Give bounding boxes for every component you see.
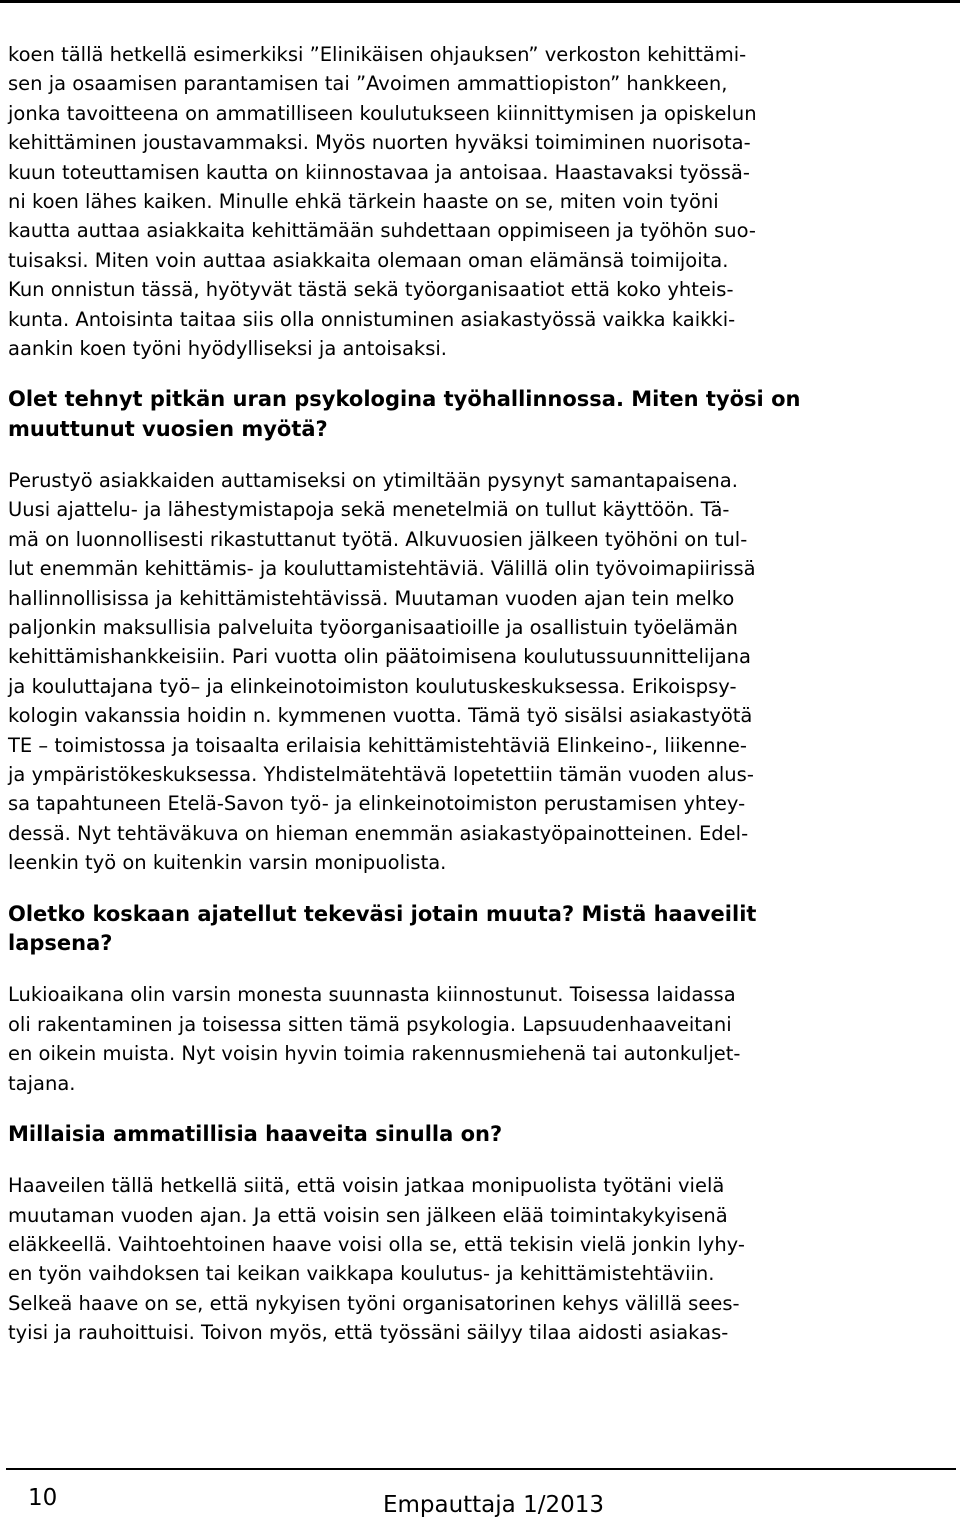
text-line: Perustyö asiakkaiden auttamiseksi on ytimiltään pysynyt samantapaisena. [8, 469, 738, 493]
text-line: Millaisia ammatillisia haaveita sinulla on? [8, 1121, 503, 1146]
text-line: tyisi ja rauhoittuisi. Toivon myös, että työssäni säilyy tilaa aidosti asiakas- [8, 1321, 729, 1345]
text-line: tuisaksi. Miten voin auttaa asiakkaita olemaan oman elämänsä toimijoita. [8, 248, 729, 272]
text-line: muutaman vuoden ajan. Ja että voisin sen jälkeen elää toimintakykyisenä [8, 1203, 728, 1227]
answer-paragraph [8, 1171, 952, 1347]
text-line: sa tapahtuneen Etelä-Savon työ- ja elinkeinotoimiston perustamisen yhtey- [8, 792, 746, 816]
text-line: ja ympäristökeskuksessa. Yhdistelmätehtävä lopetettiin tämän vuoden alus- [8, 762, 754, 786]
text-line: hallinnollisissa ja kehittämistehtävissä. Muutaman vuoden ajan tein melko [8, 586, 735, 610]
page-number: 10 [28, 1485, 58, 1511]
text-line: muuttunut vuosien myötä? [8, 416, 328, 441]
text-line: ni koen lähes kaiken. Minulle ehkä tärkein haaste on se, miten voin työni [8, 189, 719, 213]
text-line: koen tällä hetkellä esimerkiksi ”Elinikäisen ohjauksen” verkoston kehittämi- [8, 43, 747, 66]
text-line: tajana. [8, 1071, 76, 1095]
text-line: eläkkeellä. Vaihtoehtoinen haave voisi olla se, että tekisin vielä jonkin lyhy- [8, 1233, 745, 1257]
text-line: Olet tehnyt pitkän uran psykologina työhallinnossa. Miten työsi on [8, 387, 801, 412]
text-line: Haaveilen tällä hetkellä siitä, että voisin jatkaa monipuolista työtäni vielä [8, 1174, 725, 1198]
text-line: Uusi ajattelu- ja lähestymistapoja sekä menetelmiä on tullut käyttöön. Tä- [8, 498, 730, 522]
text-line: ja kouluttajana työ– ja elinkeinotoimiston koulutuskeskuksessa. Erikoispsy- [8, 674, 737, 698]
block-spacer [8, 958, 952, 980]
text-line: dessä. Nyt tehtäväkuva on hieman enemmän asiakastyöpainotteinen. Edel- [8, 821, 749, 845]
text-line: mä on luonnollisesti rikastuttanut työtä. Alkuvuosien jälkeen työhöni on tul- [8, 527, 748, 551]
text-line: kehittäminen joustavammaksi. Myös nuorten hyväksi toimiminen nuorisota- [8, 131, 751, 155]
text-line: lapsena? [8, 930, 113, 955]
block-spacer [8, 878, 952, 900]
text-line: leenkin työ on kuitenkin varsin monipuolista. [8, 851, 447, 875]
question-heading [8, 385, 952, 444]
text-line: paljonkin maksullisia palveluita työorganisaatioille ja osallistuin työelämän [8, 616, 738, 640]
answer-paragraph [8, 40, 952, 363]
text-line: Lukioaikana olin varsin monesta suunnasta kiinnostunut. Toisessa laidassa [8, 983, 736, 1007]
answer-paragraph [8, 980, 952, 1098]
text-line: oli rakentaminen ja toisessa sitten tämä psykologia. Lapsuudenhaaveitani [8, 1012, 732, 1036]
block-spacer [8, 444, 952, 466]
text-line: kautta auttaa asiakkaita kehittämään suhdettaan oppimiseen ja työhön suo- [8, 219, 756, 243]
block-spacer [8, 1149, 952, 1171]
text-line: kologin vakanssia hoidin n. kymmenen vuotta. Tämä työ sisälsi asiakastyötä [8, 704, 753, 728]
text-line: jonka tavoitteena on ammatilliseen koulutukseen kiinnittymisen ja opiskelun [8, 101, 757, 125]
question-heading [8, 1120, 952, 1149]
top-rule [0, 0, 960, 3]
text-line: kunta. Antoisinta taitaa siis olla onnistuminen asiakastyössä vaikka kaikki- [8, 307, 736, 331]
text-line: lut enemmän kehittämis- ja kouluttamistehtäviä. Välillä olin työvoimapiirissä [8, 557, 756, 581]
text-line: sen ja osaamisen parantamisen tai ”Avoimen ammattiopiston” hankkeen, [8, 72, 728, 96]
publication-name: Empauttaja 1/2013 [382, 1492, 604, 1518]
text-line: kuun toteuttamisen kautta on kiinnostavaa ja antoisaa. Haastavaksi työssä- [8, 160, 750, 184]
text-line: kehittämishankkeisiin. Pari vuotta olin päätoimisena koulutussuunnittelijana [8, 645, 751, 669]
question-heading [8, 900, 952, 959]
text-line: TE – toimistossa ja toisaalta erilaisia kehittämistehtäviä Elinkeino-, liikenne- [8, 733, 747, 757]
block-spacer [8, 1098, 952, 1120]
block-spacer [8, 363, 952, 385]
text-line: en työn vaihdoksen tai keikan vaikkapa koulutus- ja kehittämistehtäviin. [8, 1262, 715, 1286]
footer-rule [6, 1468, 956, 1470]
text-line: en oikein muista. Nyt voisin hyvin toimia rakennusmiehenä tai autonkuljet- [8, 1042, 741, 1066]
text-line: aankin koen työni hyödylliseksi ja antoisaksi. [8, 336, 447, 360]
text-line: Kun onnistun tässä, hyötyvät tästä sekä työorganisaatiot että koko yhteis- [8, 278, 734, 302]
text-line: Oletko koskaan ajatellut tekeväsi jotain muuta? Mistä haaveilit [8, 901, 757, 926]
article-body [8, 40, 952, 1348]
answer-paragraph [8, 466, 952, 877]
text-line: Selkeä haave on se, että nykyisen työni organisatorinen kehys välillä sees- [8, 1291, 740, 1315]
